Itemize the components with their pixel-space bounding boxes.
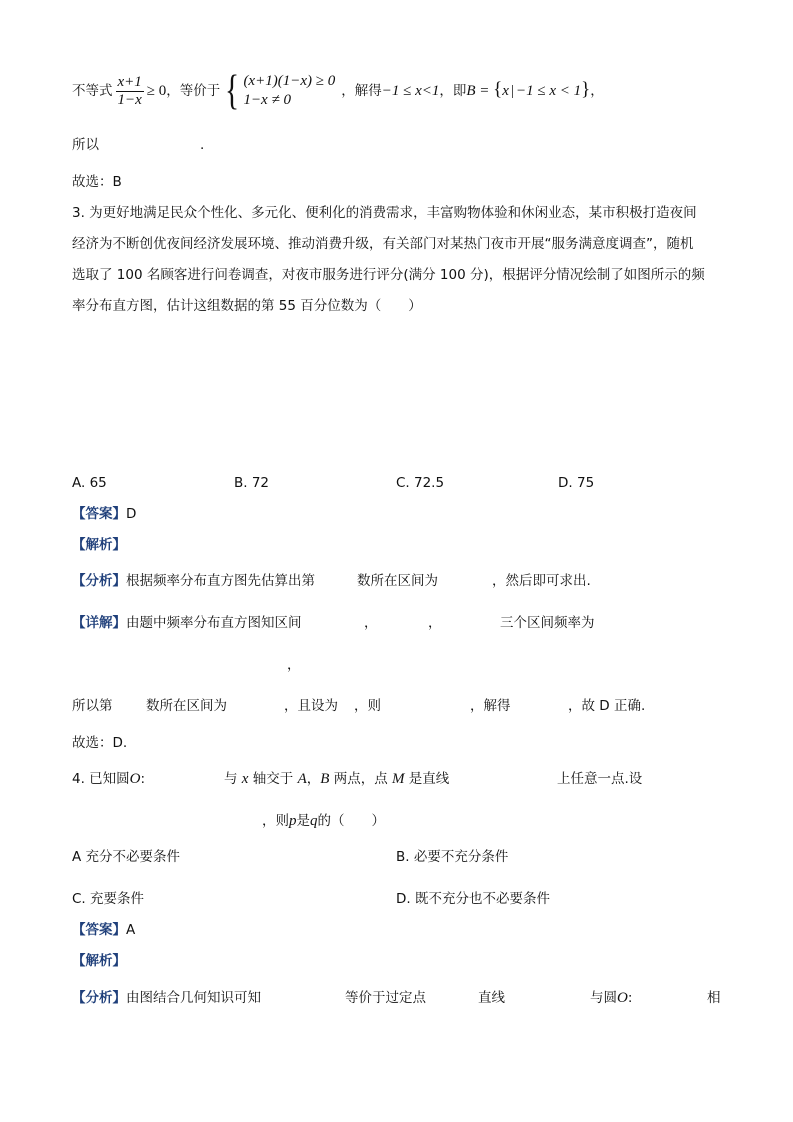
option-a: A 充分不必要条件: [72, 849, 181, 865]
text: ，则: [354, 698, 381, 714]
text-line: 所以: [72, 137, 99, 153]
fraction: [116, 74, 144, 109]
text: ，则p是q的（ ）: [262, 813, 385, 829]
set-close-brace: }: [581, 79, 591, 100]
text: ，等价于: [166, 83, 221, 99]
text: ，: [428, 615, 442, 631]
text: 相: [707, 990, 721, 1006]
math: ≥ 0: [146, 83, 167, 99]
system-row-1: (x+1)(1−x) ≥ 0: [243, 73, 336, 89]
text: 数所在区间为: [146, 698, 227, 714]
inequality-line: 不等式 $\frac{x+1}{1-x}$ ≥ 0，等价于 { (x+1)(1−x) ≥ 0 1−x ≠ 0 ，解得−1 ≤ x<1，即B = {x | −1 ≤ x < 1}，: [72, 68, 604, 114]
text: ，解得: [341, 83, 382, 99]
choice-line: 故选：B: [72, 174, 122, 190]
text: 等价于过定点: [345, 990, 426, 1006]
fraction-denominator: 1−x: [117, 91, 142, 108]
set-b-label: B =: [466, 83, 494, 99]
option-b: B. 必要不充分条件: [396, 849, 509, 865]
math: x: [502, 83, 509, 99]
set-open-brace: {: [493, 79, 503, 100]
text: ，然后即可求出.: [492, 573, 591, 589]
left-brace: {: [225, 68, 240, 114]
jiexi-label: 【解析】: [72, 537, 126, 553]
system-row-2: 1−x ≠ 0: [243, 92, 291, 108]
fenxi-line: 【分析】根据频率分布直方图先估算出第: [72, 573, 315, 589]
answer-line: 【答案】A: [72, 922, 136, 938]
answer-line: 【答案】D: [72, 506, 137, 522]
option-c: C. 充要条件: [72, 891, 145, 907]
jiexi-label: 【解析】: [72, 953, 126, 969]
option-a: A. 65: [72, 475, 107, 491]
option-d: D. 既不充分也不必要条件: [396, 891, 550, 907]
math: −1 ≤ x < 1: [515, 83, 582, 99]
text: ，即: [439, 83, 467, 99]
text: 上任意一点.设: [557, 771, 643, 787]
xiangjie-line: 【详解】由题中频率分布直方图知区间: [72, 615, 302, 631]
text: ，: [364, 615, 378, 631]
question-3-line-3: 选取了 100 名顾客进行问卷调查，对夜市服务进行评分(满分 100 分)，根据评分情况绘制了如图所示的频: [72, 267, 705, 283]
text: 直线: [478, 990, 505, 1006]
text: 三个区间频率为: [500, 615, 595, 631]
option-b: B. 72: [234, 475, 270, 491]
question-3-line-4: 率分布直方图，估计这组数据的第 55 百分位数为（ ）: [72, 298, 422, 314]
equation-system: [222, 68, 336, 114]
question-3-line-2: 经济为不断创优夜间经济发展环境、推动消费升级，有关部门对某热门夜市开展“服务满意度调查”，随机: [72, 236, 694, 252]
fraction-numerator: x+1: [117, 73, 142, 90]
text: ，且设为: [284, 698, 338, 714]
text: 数所在区间为: [357, 573, 438, 589]
text: 所以第: [72, 698, 113, 714]
text: 与圆O:: [590, 990, 633, 1006]
text: 不等式: [72, 83, 113, 99]
question-4-line-1: 4. 已知圆O:: [72, 771, 146, 787]
question-3-line-1: 3. 为更好地满足民众个性化、多元化、便利化的消费需求，丰富购物体验和休闲业态，某市积极打造夜间: [72, 205, 697, 221]
option-d: D. 75: [558, 475, 595, 491]
text: .: [200, 137, 205, 153]
text: ，解得: [470, 698, 511, 714]
text: ，: [287, 657, 301, 673]
text: ，故 D 正确.: [568, 698, 646, 714]
choice-line: 故选：D.: [72, 735, 128, 751]
math: −1 ≤ x<1: [381, 83, 440, 99]
text: 与 x 轴交于 A，B 两点，点 M 是直线: [224, 771, 450, 787]
option-c: C. 72.5: [396, 475, 445, 491]
text: ，: [590, 83, 604, 99]
fenxi-line: 【分析】由图结合几何知识可知: [72, 990, 261, 1006]
